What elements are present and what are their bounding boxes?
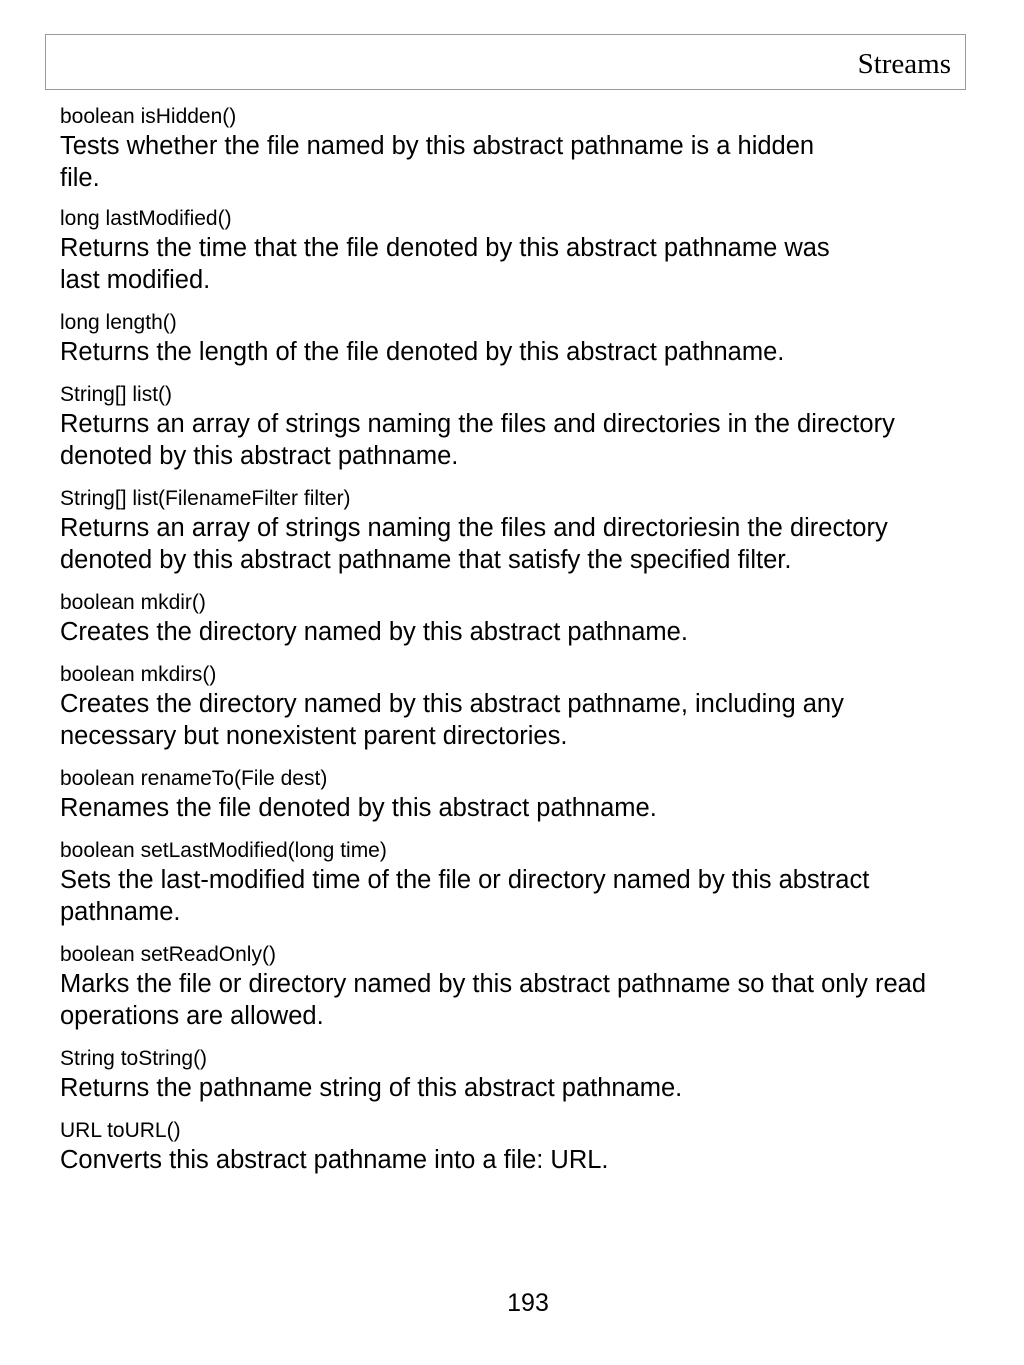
method-signature: String toString() bbox=[60, 1047, 208, 1070]
method-signature: String[] list(FilenameFilter filter) bbox=[60, 487, 351, 510]
method-signature: boolean setReadOnly() bbox=[60, 943, 276, 966]
method-description: Converts this abstract pathname into a file: URL. bbox=[60, 1146, 609, 1174]
page-title: Streams bbox=[857, 48, 951, 80]
method-signature: long length() bbox=[60, 311, 177, 334]
method-signature: boolean isHidden() bbox=[60, 105, 237, 128]
method-description: Creates the directory named by this abstract pathname. bbox=[60, 618, 688, 646]
method-entry-tostring bbox=[60, 1046, 940, 1104]
method-signature: boolean mkdirs() bbox=[60, 663, 217, 686]
method-entry-setreadonly bbox=[60, 942, 940, 1032]
method-entry-list bbox=[60, 382, 940, 472]
method-signature: boolean renameTo(File dest) bbox=[60, 767, 328, 790]
method-entry-ishidden bbox=[60, 104, 940, 194]
method-entry-renameto bbox=[60, 766, 940, 824]
method-description: Returns the pathname string of this abstract pathname. bbox=[60, 1074, 683, 1102]
header-box bbox=[45, 34, 966, 90]
method-entry-length bbox=[60, 310, 940, 368]
method-description: Tests whether the file named by this abstract pathname is a hidden file. bbox=[60, 132, 815, 192]
method-description: Marks the file or directory named by this abstract pathname so that only read operations are allowed. bbox=[60, 970, 927, 1030]
method-signature: boolean mkdir() bbox=[60, 591, 206, 614]
method-description: Creates the directory named by this abstract pathname, including any necessary but nonexistent parent directories. bbox=[60, 690, 844, 750]
method-description: Returns an array of strings naming the files and directoriesin the directory denoted by this abstract pathname that satisfy the specified filter. bbox=[60, 514, 888, 574]
method-entry-list-filter bbox=[60, 486, 940, 576]
method-signature: URL toURL() bbox=[60, 1119, 181, 1142]
method-description: Sets the last-modified time of the file or directory named by this abstract pathname. bbox=[60, 866, 870, 926]
method-entry-setlastmodified bbox=[60, 838, 940, 928]
method-entry-mkdir bbox=[60, 590, 940, 648]
method-description: Returns the length of the file denoted by this abstract pathname. bbox=[60, 338, 785, 366]
method-signature: String[] list() bbox=[60, 383, 173, 406]
method-signature: boolean setLastModified(long time) bbox=[60, 839, 387, 862]
method-signature: long lastModified() bbox=[60, 207, 232, 230]
method-description: Renames the file denoted by this abstract pathname. bbox=[60, 794, 657, 822]
method-entry-lastmodified bbox=[60, 206, 940, 296]
page-number: 193 bbox=[507, 1289, 549, 1317]
method-list bbox=[60, 104, 940, 1176]
method-description: Returns an array of strings naming the files and directories in the directory denoted by this abstract pathname. bbox=[60, 410, 895, 470]
method-entry-tourl bbox=[60, 1118, 940, 1176]
method-entry-mkdirs bbox=[60, 662, 940, 752]
method-description: Returns the time that the file denoted by this abstract pathname was last modified. bbox=[60, 234, 830, 294]
